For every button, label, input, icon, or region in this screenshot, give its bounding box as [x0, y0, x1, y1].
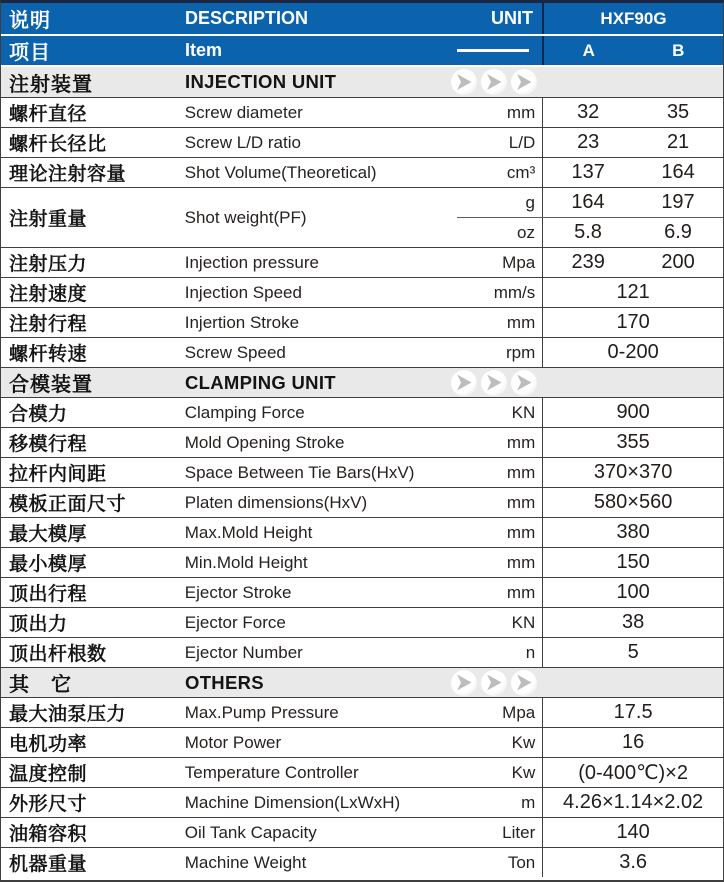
row-label-cn: 最大模厚: [9, 524, 88, 545]
row-label-cn: 模板正面尺寸: [9, 494, 127, 515]
row-label-cn: 理论注射容量: [9, 164, 127, 185]
row-label-cn: 螺杆转速: [9, 344, 88, 365]
row-label-en: Screw L/D ratio: [184, 132, 301, 152]
spec-row-screw-diameter: [1, 97, 723, 127]
row-label-cn: 外形尺寸: [9, 794, 88, 815]
row-unit: m: [521, 792, 536, 812]
spec-row-tie-bar-space: [1, 457, 723, 487]
value-a: 5.8: [574, 221, 602, 243]
row-label-en: Max.Mold Height: [184, 522, 313, 542]
value-a: 23: [577, 131, 600, 153]
header-model: HXF90G: [542, 3, 723, 34]
row-value: 16: [542, 728, 723, 757]
section-title-en: INJECTION UNIT: [185, 71, 337, 92]
row-value: 121: [542, 278, 723, 307]
value-b: 35: [666, 101, 690, 123]
header-mid: [185, 3, 542, 34]
row-value: 3.6: [542, 848, 723, 877]
header-col-b: B: [672, 40, 685, 60]
spec-row-injection-stroke: [1, 307, 723, 337]
row-label-cn: 机器重量: [9, 854, 88, 875]
row-values: [542, 248, 723, 277]
row-unit: g: [525, 192, 535, 212]
chevron-right-icon: [481, 69, 507, 95]
spec-row-injection-pressure: [1, 247, 723, 277]
row-values: [542, 98, 723, 127]
spec-row-screw-speed: [1, 337, 723, 367]
spec-row-oil-tank-capacity: [1, 817, 723, 847]
row-value: 355: [542, 428, 723, 457]
row-label-en: Platen dimensions(HxV): [184, 492, 368, 512]
header-unit-label: UNIT: [491, 8, 533, 28]
chevron-right-icon: [451, 69, 477, 95]
row-label-en: Screw diameter: [184, 102, 303, 122]
row-value: 4.26×1.14×2.02: [542, 788, 723, 817]
chevron-right-icon: [511, 69, 537, 95]
row-unit: mm: [506, 432, 536, 452]
row-unit: KN: [511, 402, 536, 422]
chevron-right-icon: [511, 370, 537, 396]
row-unit: mm/s: [493, 282, 536, 302]
row-label-en: Ejector Force: [184, 612, 286, 632]
row-label-cn: 最大油泵压力: [9, 704, 127, 725]
row-values: [542, 158, 723, 187]
row-label-cn: 合模力: [9, 404, 68, 425]
chevron-right-icon: [451, 670, 477, 696]
row-unit: mm: [506, 462, 536, 482]
spec-row-platen-dimensions: [1, 487, 723, 517]
row-value: 380: [542, 518, 723, 547]
section-chevrons: [447, 69, 537, 95]
row-label-cn: 螺杆长径比: [9, 134, 107, 155]
row-value: 580×560: [542, 488, 723, 517]
row-label-cn: 注射速度: [9, 284, 88, 305]
section-title-en: CLAMPING UNIT: [185, 371, 336, 393]
row-unit: oz: [517, 222, 535, 242]
chevron-right-icon: [481, 370, 507, 396]
spec-row-max-pump-pressure: [1, 697, 723, 727]
row-label-cn: 拉杆内间距: [9, 464, 107, 485]
spec-row-machine-weight: [1, 847, 723, 877]
row-unit: Mpa: [502, 252, 536, 272]
row-label-en: Clamping Force: [184, 402, 305, 422]
row-unit: Kw: [511, 732, 536, 752]
row-label-en: Min.Mold Height: [184, 552, 308, 572]
row-value: 0-200: [542, 338, 723, 367]
row-unit: n: [525, 642, 536, 662]
row-label-cn: 注射压力: [9, 254, 88, 275]
row-label-en: Ejector Number: [184, 642, 303, 662]
header-item-cn: 项目: [9, 42, 51, 64]
row-label-cn: 移模行程: [9, 434, 88, 455]
value-a: 239: [571, 251, 605, 273]
row-label-en: Shot weight(PF): [184, 207, 307, 227]
row-unit: mm: [506, 312, 536, 332]
row-unit: mm: [506, 522, 536, 542]
row-unit: L/D: [508, 132, 536, 152]
spec-row-mold-opening-stroke: [1, 427, 723, 457]
header-item-label: Item: [185, 40, 223, 60]
row-unit: mm: [506, 552, 536, 572]
row-values: [542, 218, 723, 247]
row-label-cn: 注射重量: [9, 209, 88, 230]
spec-row-min-mold-height: [1, 547, 723, 577]
value-a: 164: [571, 191, 605, 213]
row-label-en: Screw Speed: [184, 342, 286, 362]
value-b: 21: [666, 131, 690, 153]
spec-row-ejector-force: [1, 607, 723, 637]
table-body: [1, 67, 723, 880]
row-unit: mm: [506, 582, 536, 602]
row-unit: rpm: [505, 342, 536, 362]
value-b: 164: [661, 161, 695, 183]
row-label-en: Ejector Stroke: [184, 582, 292, 602]
row-label-en: Oil Tank Capacity: [184, 822, 317, 842]
row-unit: Mpa: [502, 702, 536, 722]
header-label-cn: 说明: [9, 10, 51, 32]
row-value: (0-400℃)×2: [542, 758, 723, 787]
spec-row-max-mold-height: [1, 517, 723, 547]
row-label-cn: 最小模厚: [9, 554, 88, 575]
row-unit: mm: [506, 492, 536, 512]
row-label-en: Mold Opening Stroke: [184, 432, 345, 452]
spec-row-injection-speed: [1, 277, 723, 307]
section-title-cn: 合模装置: [9, 374, 93, 396]
row-values: [542, 188, 723, 217]
spec-row-clamping-force: [1, 397, 723, 427]
row-unit: Liter: [502, 822, 536, 842]
section-chevrons: [447, 370, 537, 396]
row-label-en: Injection pressure: [184, 252, 319, 272]
row-label-cn: 电机功率: [9, 734, 88, 755]
header-col-a: A: [582, 40, 595, 60]
spec-row-ejector-stroke: [1, 577, 723, 607]
row-label-cn: 温度控制: [9, 764, 88, 785]
row-label-cn: 螺杆直径: [9, 104, 88, 125]
shot-weight-subrows: [457, 188, 723, 247]
row-values: [542, 128, 723, 157]
value-b: 197: [661, 191, 695, 213]
row-value: 140: [542, 818, 723, 847]
spec-row-temperature-controller: [1, 757, 723, 787]
section-header-clamping: [1, 367, 723, 397]
row-value: 100: [542, 578, 723, 607]
row-label-en: Injertion Stroke: [184, 312, 300, 332]
row-unit: Ton: [507, 852, 536, 872]
row-value: 900: [542, 398, 723, 427]
row-label-en: Injection Speed: [184, 282, 302, 302]
row-value: 38: [542, 608, 723, 637]
chevron-right-icon: [451, 370, 477, 396]
header-mid-2: [185, 36, 542, 65]
table-header-row-2: [1, 36, 723, 67]
chevron-right-icon: [481, 670, 507, 696]
value-a: 137: [571, 161, 605, 183]
row-unit: Kw: [511, 762, 536, 782]
row-label-cn: 注射行程: [9, 314, 88, 335]
row-label-en: Machine Dimension(LxWxH): [184, 792, 401, 812]
chevron-right-icon: [511, 670, 537, 696]
row-label-en: Space Between Tie Bars(HxV): [184, 462, 415, 482]
row-label-en: Temperature Controller: [184, 762, 359, 782]
row-label-en: Motor Power: [184, 732, 282, 752]
section-header-others: [1, 667, 723, 697]
section-title-en: OTHERS: [185, 671, 264, 693]
section-title-cn: 其 它: [9, 674, 72, 696]
spec-row-motor-power: [1, 727, 723, 757]
row-value: 17.5: [542, 698, 723, 727]
row-label-cn: 顶出行程: [9, 584, 88, 605]
subrow-ounces: [457, 218, 723, 247]
spec-row-machine-dimension: [1, 787, 723, 817]
table-header-row-1: [1, 3, 723, 36]
subrow-grams: [457, 188, 723, 218]
row-label-cn: 顶出力: [9, 614, 68, 635]
spec-row-shot-volume: [1, 157, 723, 187]
section-chevrons: [447, 670, 537, 696]
header-description-label: DESCRIPTION: [185, 8, 309, 28]
row-label-en: Shot Volume(Theoretical): [184, 162, 377, 182]
row-value: 5: [542, 638, 723, 667]
row-label-en: Machine Weight: [184, 852, 307, 872]
value-b: 200: [661, 251, 695, 273]
section-title-cn: 注射装置: [9, 73, 93, 96]
spec-row-ejector-number: [1, 637, 723, 667]
row-value: 370×370: [542, 458, 723, 487]
spec-row-screw-ld-ratio: [1, 127, 723, 157]
row-unit: mm: [506, 102, 536, 122]
row-value: 150: [542, 548, 723, 577]
header-ab: [542, 36, 723, 65]
row-label-cn: 顶出杆根数: [9, 644, 107, 665]
row-unit: KN: [511, 612, 536, 632]
value-b: 6.9: [664, 221, 692, 243]
unit-dash: [457, 49, 529, 52]
row-label-en: Max.Pump Pressure: [184, 702, 339, 722]
row-unit: cm³: [506, 162, 536, 182]
row-label-cn: 油箱容积: [9, 824, 88, 845]
row-value: 170: [542, 308, 723, 337]
value-a: 32: [577, 101, 600, 123]
spec-row-shot-weight: [1, 187, 723, 247]
section-header-injection: [1, 67, 723, 97]
